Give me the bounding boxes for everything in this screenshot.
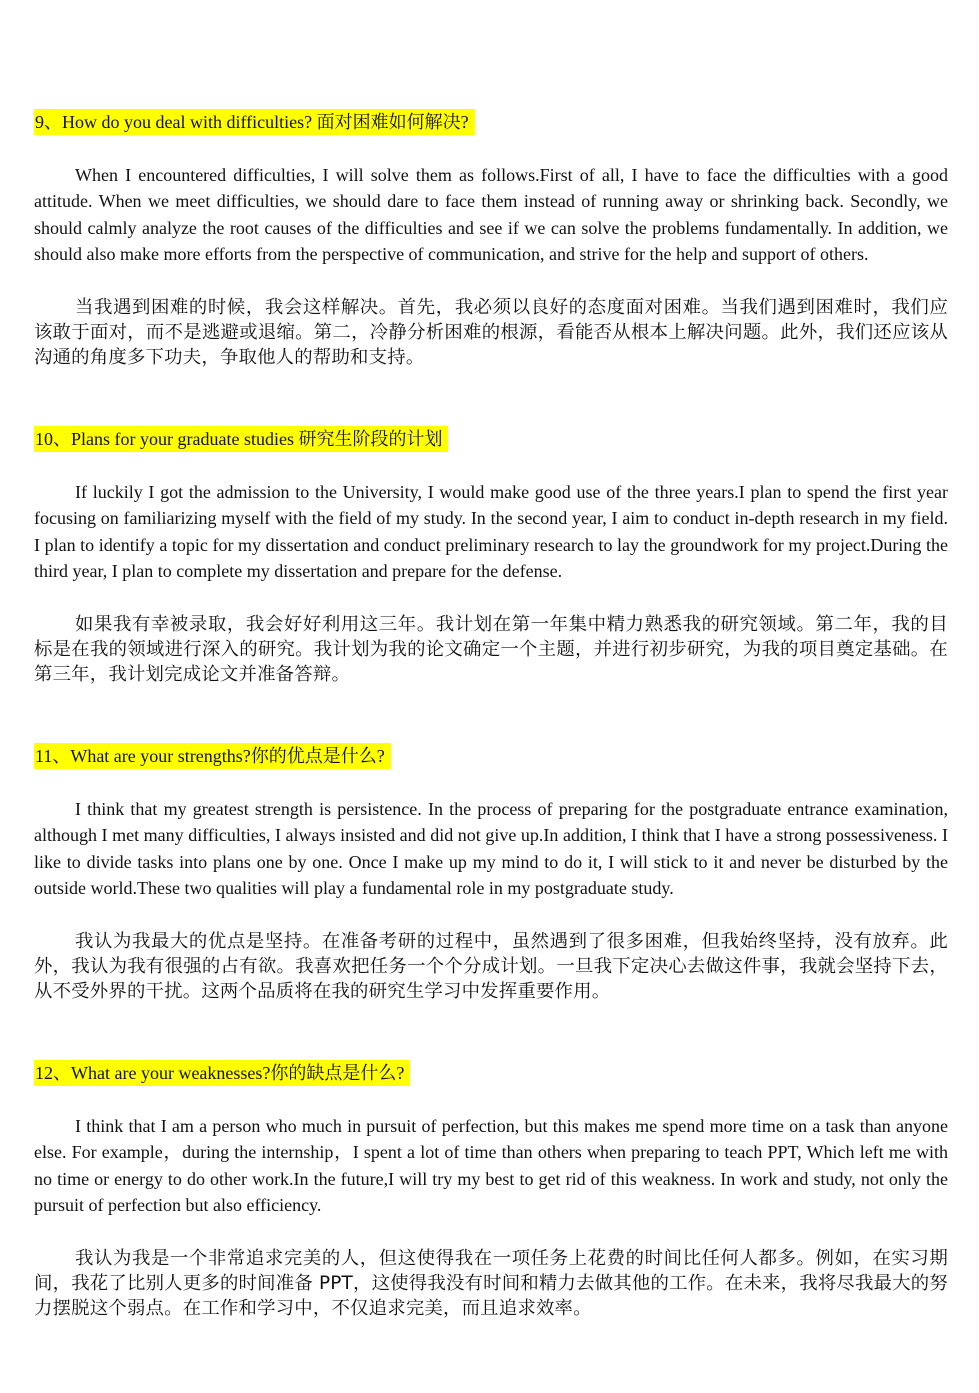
chinese-paragraph: 如果我有幸被录取，我会好好利用这三年。我计划在第一年集中精力熟悉我的研究领域。第二年，我的目标是在我的领域进行深入的研究。我计划为我的论文确定一个主题，并进行初步研究，为我的项目奠定基础。在第三年，我计划完成论文并准备答辩。 [34, 613, 948, 686]
english-paragraph: If luckily I got the admission to the University, I would make good use of the three years.I plan to spend the first year focusing on familiarizing myself with the field of my study. In the second year, I aim to conduct in-depth research in my field. I plan to identify a topic for my dissertation and conduct preliminary research to lay the groundwork for my project.During the third year, I plan to complete my dissertation and prepare for the defense. [34, 482, 948, 582]
chinese-paragraph: 我认为我最大的优点是坚持。在准备考研的过程中，虽然遇到了很多困难，但我始终坚持，没有放弃。此外，我认为我有很强的占有欲。我喜欢把任务一个个分成计划。一旦我下定决心去做这件事，我就会坚持下去，从不受外界的干扰。这两个品质将在我的研究生学习中发挥重要作用。 [34, 930, 948, 1003]
chinese-paragraph: 我认为我是一个非常追求完美的人，但这使得我在一项任务上花费的时间比任何人都多。例如，在实习期间，我花了比别人更多的时间准备 PPT，这使得我没有时间和精力去做其他的工作。在未来，我将尽我最大的努力摆脱这个弱点。在工作和学习中，不仅追求完美，而且追求效率。 [34, 1247, 948, 1320]
chinese-paragraph: 当我遇到困难的时候，我会这样解决。首先，我必须以良好的态度面对困难。当我们遇到困难时，我们应该敢于面对，而不是逃避或退缩。第二，冷静分析困难的根源，看能否从根本上解决问题。此外，我们还应该从沟通的角度多下功夫，争取他人的帮助和支持。 [34, 296, 948, 369]
section-11 [34, 743, 948, 1005]
section-heading: 11、What are your strengths?你的优点是什么? [34, 743, 391, 769]
section-heading: 10、Plans for your graduate studies 研究生阶段的计划 [34, 426, 448, 452]
english-paragraph: I think that my greatest strength is persistence. In the process of preparing for the postgraduate entrance examination, although I met many difficulties, I always insisted and did not give up.In addition, I think that I have a strong possessiveness. I like to divide tasks into plans one by one. Once I make up my mind to do it, I will stick to it and never be disturbed by the outside world.These two qualities will play a fundamental role in my postgraduate study. [34, 799, 948, 899]
english-paragraph: When I encountered difficulties, I will solve them as follows.First of all, I have to face the difficulties with a good attitude. When we meet difficulties, we should dare to face them instead of running away or shrinking back. Secondly, we should calmly analyze the root causes of the difficulties and see if we can solve the problems fundamentally. In addition, we should also make more efforts from the perspective of communication, and strive for the help and support of others. [34, 165, 948, 265]
section-heading: 9、How do you deal with difficulties? 面对困难如何解决? [34, 109, 475, 135]
section-9 [34, 109, 948, 371]
section-10 [34, 426, 948, 688]
section-heading: 12、What are your weaknesses?你的缺点是什么? [34, 1060, 410, 1086]
section-12 [34, 1060, 948, 1322]
english-paragraph: I think that I am a person who much in pursuit of perfection, but this makes me spend more time on a task than anyone else. For example，during the internship，I spent a lot of time than others when preparing to teach PPT, Which left me with no time or energy to do other work.In the future,I will try my best to get rid of this weakness. In work and study, not only the pursuit of perfection but also efficiency. [34, 1116, 948, 1216]
